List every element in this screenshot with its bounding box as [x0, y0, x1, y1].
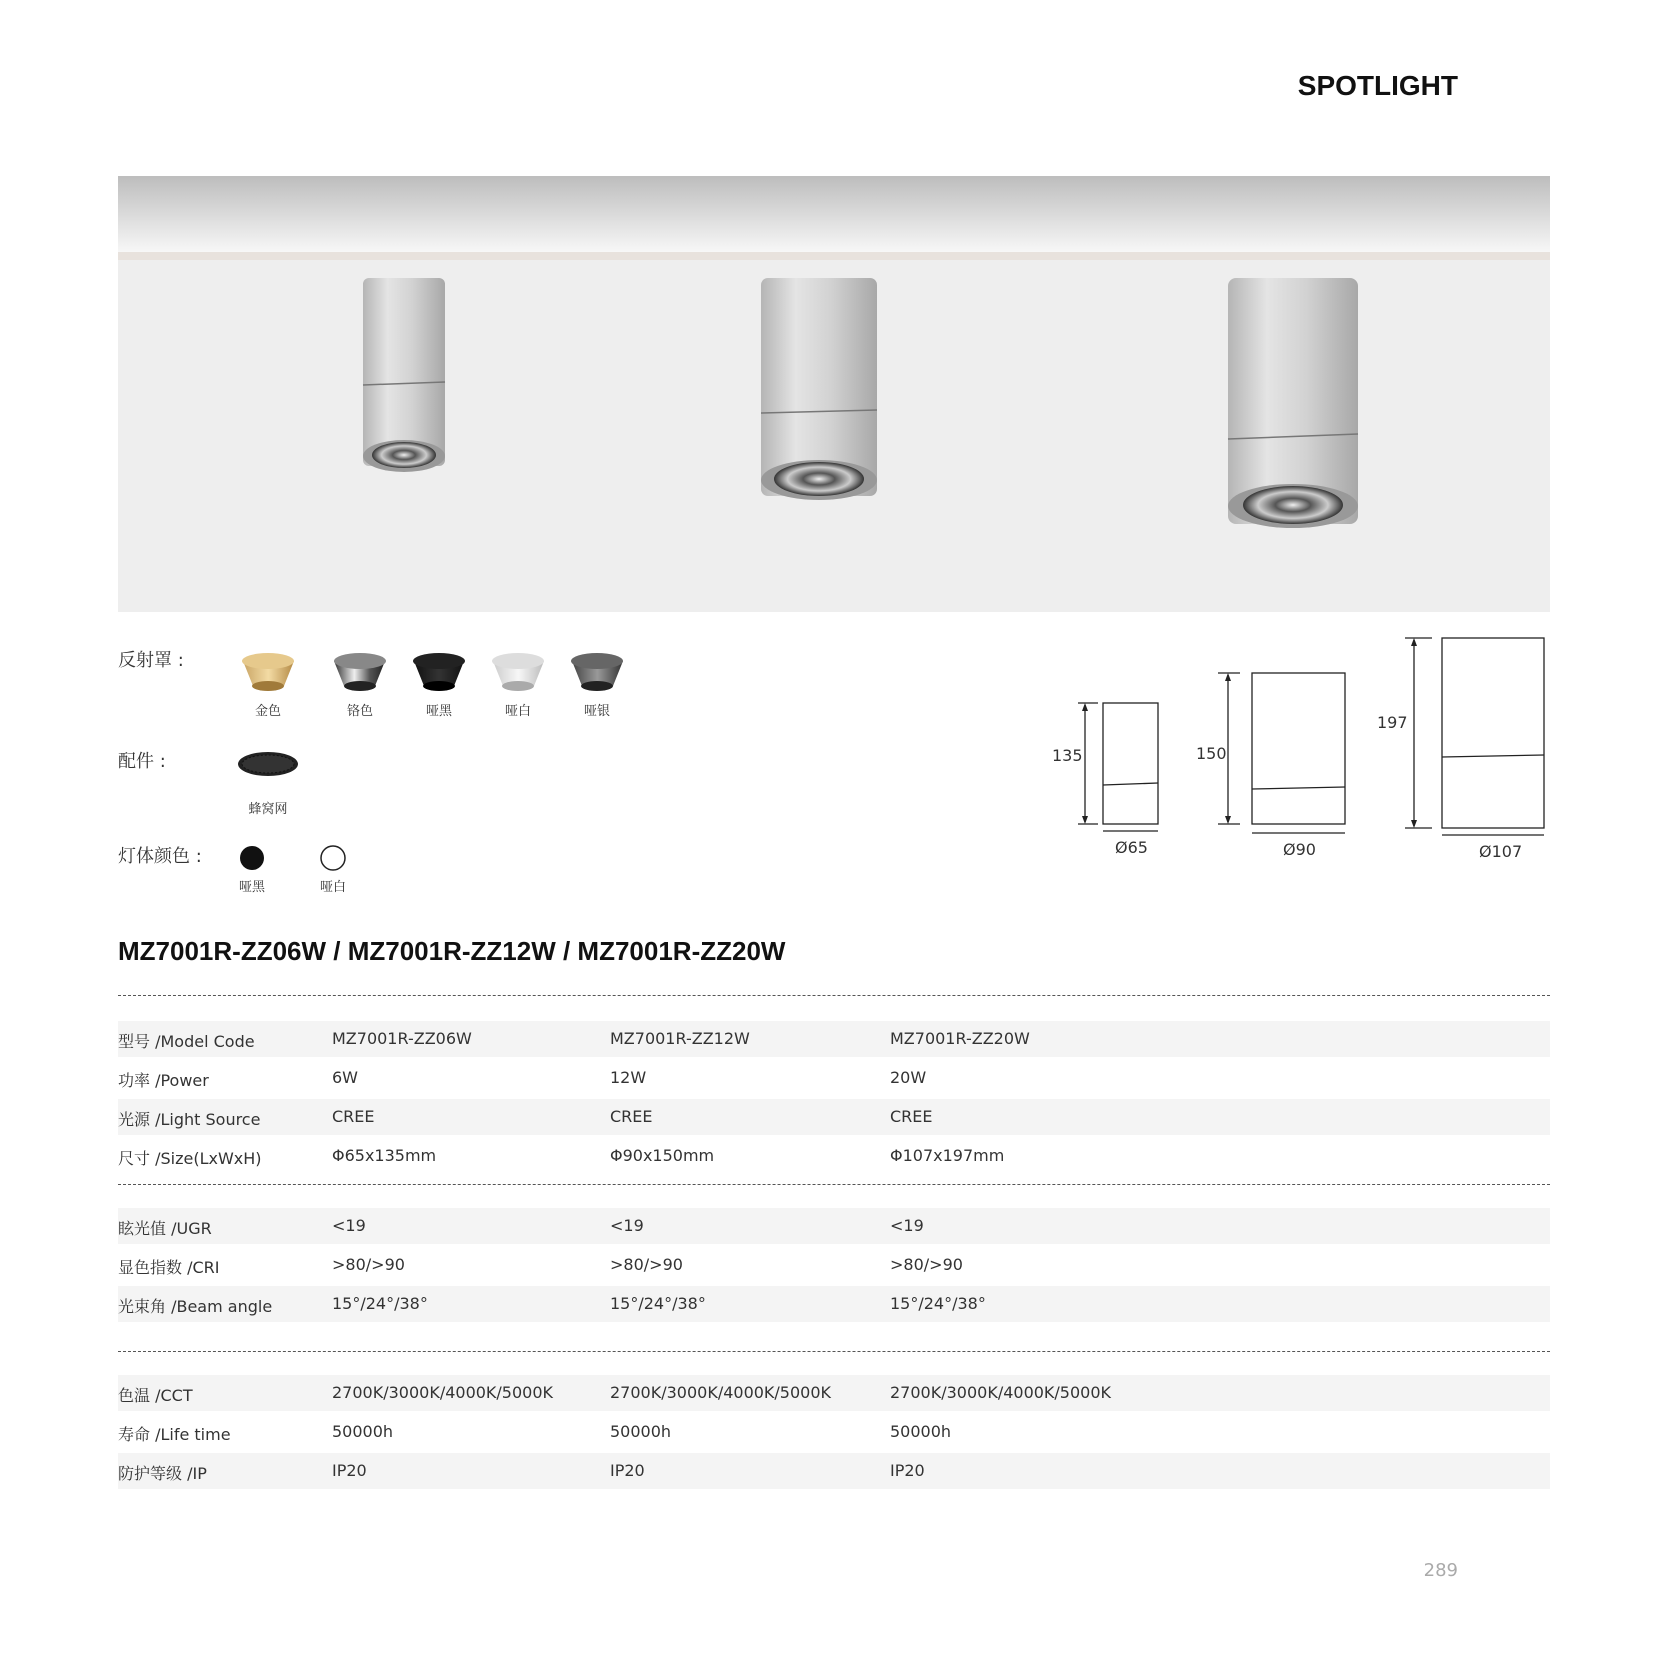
dimension-height: 197 [1377, 713, 1408, 732]
divider [118, 1351, 1550, 1352]
spec-value: CREE [332, 1107, 375, 1126]
spec-value: CREE [890, 1107, 933, 1126]
spec-label: 显色指数 /CRI [118, 1258, 220, 1277]
spec-row [118, 1375, 1550, 1411]
reflector-label: 反射罩 : [118, 650, 184, 671]
spec-value: IP20 [610, 1461, 645, 1480]
reflector-caption: 金色 [254, 704, 281, 719]
spec-value: 2700K/3000K/4000K/5000K [890, 1383, 1112, 1402]
spec-row [118, 1247, 1550, 1283]
spec-value: 6W [332, 1068, 358, 1087]
spec-value: 15°/24°/38° [610, 1294, 706, 1313]
divider [118, 1184, 1550, 1185]
spec-label: 型号 /Model Code [118, 1032, 255, 1051]
accessory-label: 配件 : [118, 751, 166, 772]
spec-label: 功率 /Power [118, 1071, 209, 1090]
dimension-diameter: Ø90 [1283, 840, 1316, 859]
spec-label: 防护等级 /IP [118, 1464, 207, 1483]
spec-row [118, 1453, 1550, 1489]
reflector-caption: 哑银 [583, 704, 610, 719]
spec-value: MZ7001R-ZZ20W [890, 1029, 1030, 1048]
spec-value: IP20 [332, 1461, 367, 1480]
page-number: 289 [1423, 1560, 1458, 1581]
spec-value: <19 [332, 1216, 366, 1235]
spec-value: 2700K/3000K/4000K/5000K [332, 1383, 554, 1402]
spec-value: MZ7001R-ZZ12W [610, 1029, 750, 1048]
spec-row [118, 1208, 1550, 1244]
spec-value: 2700K/3000K/4000K/5000K [610, 1383, 832, 1402]
spec-value: 50000h [610, 1422, 672, 1441]
dimension-diameter: Ø65 [1115, 838, 1148, 857]
spec-label: 寿命 /Life time [118, 1425, 231, 1444]
spec-value: Φ107x197mm [890, 1146, 1005, 1165]
accessory-caption: 蜂窝网 [248, 802, 288, 817]
spec-label: 光束角 /Beam angle [118, 1297, 273, 1316]
spec-row [118, 1414, 1550, 1450]
reflector-caption: 哑白 [504, 704, 531, 719]
spec-label: 尺寸 /Size(LxWxH) [118, 1149, 262, 1168]
dimension-diameter: Ø107 [1479, 842, 1523, 861]
spec-value: <19 [890, 1216, 924, 1235]
spec-row [118, 1138, 1550, 1174]
body-color-caption: 哑黑 [238, 880, 265, 895]
spec-value: >80/>90 [332, 1255, 405, 1274]
spec-row [118, 1021, 1550, 1057]
spec-value: Φ65x135mm [332, 1146, 437, 1165]
spec-value: 20W [890, 1068, 927, 1087]
spec-value: MZ7001R-ZZ06W [332, 1029, 472, 1048]
page-title: SPOTLIGHT [1297, 70, 1458, 101]
model-title: MZ7001R-ZZ06W / MZ7001R-ZZ12W / MZ7001R-ZZ20W [118, 936, 786, 966]
spec-label: 色温 /CCT [118, 1386, 193, 1405]
spec-value: Φ90x150mm [610, 1146, 715, 1165]
reflector-caption: 哑黑 [425, 704, 452, 719]
spec-value: <19 [610, 1216, 644, 1235]
spec-value: 15°/24°/38° [332, 1294, 428, 1313]
spec-value: 12W [610, 1068, 647, 1087]
spec-label: 眩光值 /UGR [118, 1219, 212, 1238]
spec-row [118, 1286, 1550, 1322]
spec-row [118, 1099, 1550, 1135]
divider [118, 995, 1550, 996]
spec-value: IP20 [890, 1461, 925, 1480]
spec-label: 光源 /Light Source [118, 1110, 261, 1129]
body-color-caption: 哑白 [319, 880, 346, 895]
spec-value: 50000h [890, 1422, 952, 1441]
spec-value: >80/>90 [610, 1255, 683, 1274]
reflector-caption: 铬色 [346, 704, 373, 719]
body-color-label: 灯体颜色 : [118, 846, 202, 867]
spec-value: 50000h [332, 1422, 394, 1441]
spec-value: 15°/24°/38° [890, 1294, 986, 1313]
dimension-height: 135 [1052, 746, 1083, 765]
spec-value: >80/>90 [890, 1255, 963, 1274]
dimension-height: 150 [1196, 744, 1227, 763]
spec-value: CREE [610, 1107, 653, 1126]
spec-row [118, 1060, 1550, 1096]
